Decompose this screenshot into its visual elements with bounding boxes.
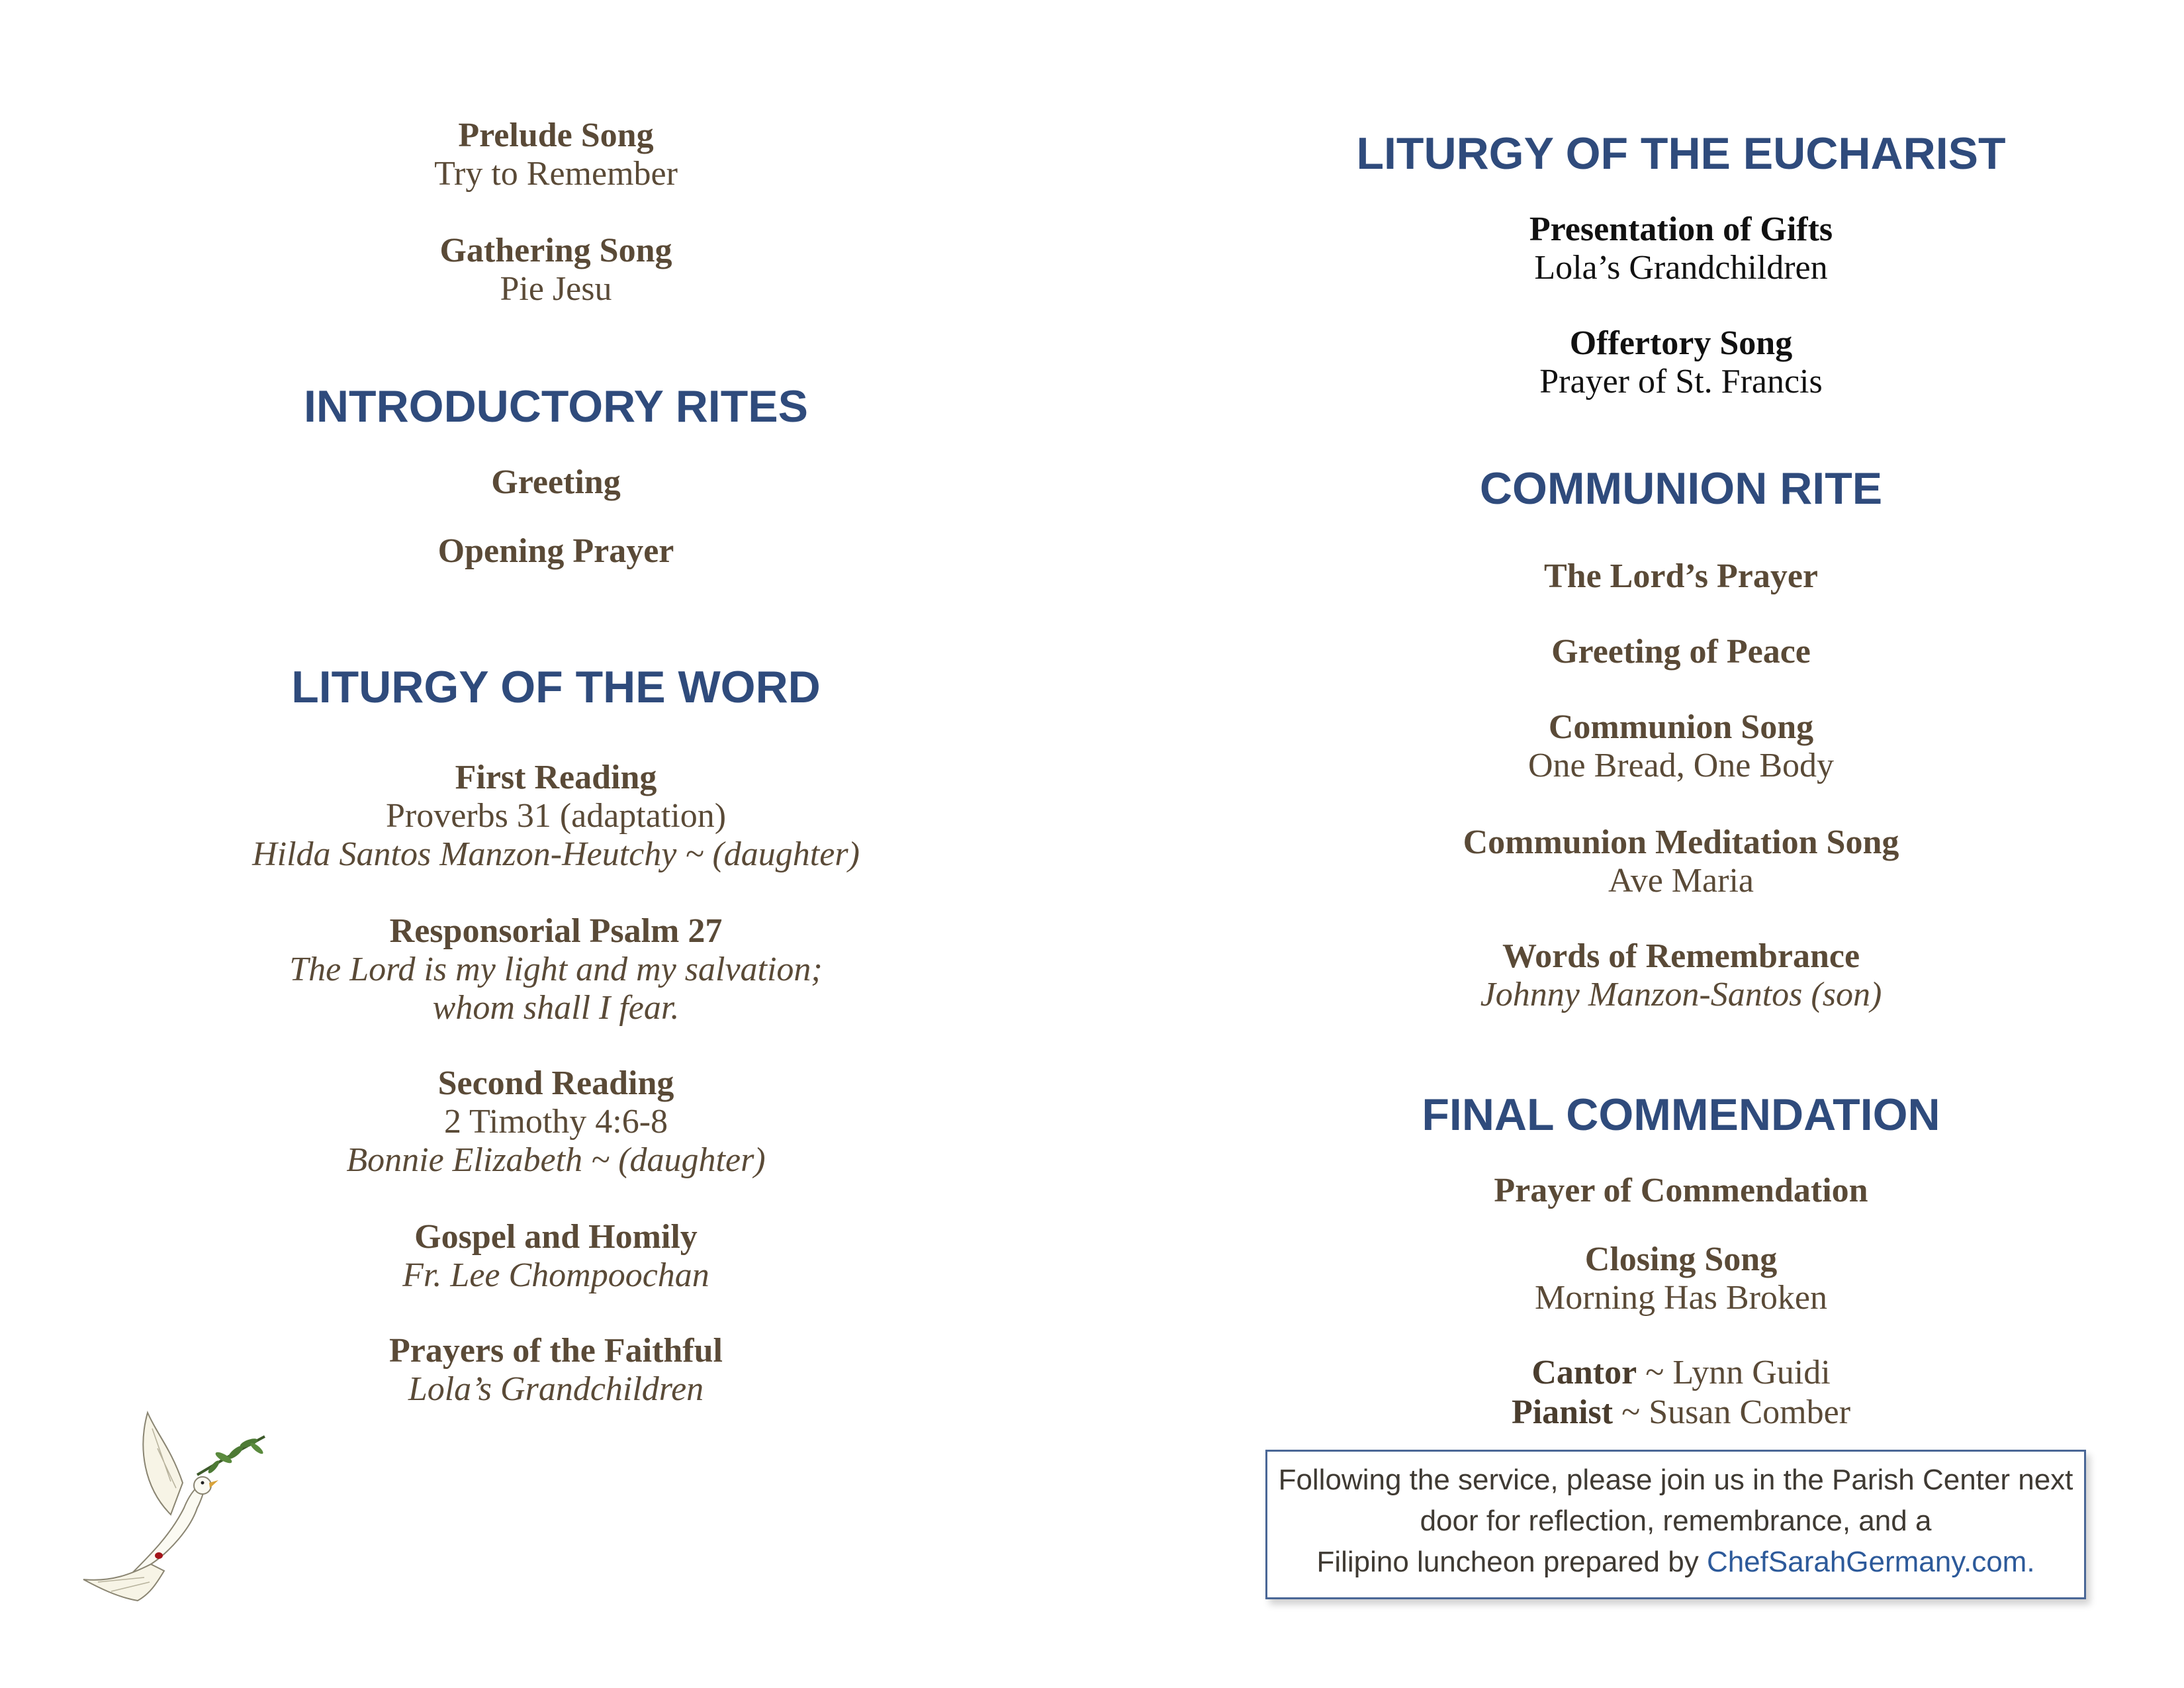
psalm-title: Responsorial Psalm 27 <box>389 912 723 950</box>
opening-prayer: Opening Prayer <box>437 532 674 570</box>
cantor-name: ~ Lynn Guidi <box>1645 1354 1831 1391</box>
closing-song <box>1218 1241 2144 1317</box>
reception-notice-box <box>1265 1450 2086 1599</box>
final-commendation-heading: FINAL COMMENDATION <box>1422 1090 1940 1140</box>
liturgy-of-word-heading: LITURGY OF THE WORD <box>291 662 821 712</box>
second-reading-reader: Bonnie Elizabeth ~ (daughter) <box>346 1141 766 1179</box>
prayer-of-commendation: Prayer of Commendation <box>1494 1172 1868 1209</box>
communion-song-subtitle: One Bread, One Body <box>1527 747 1835 784</box>
first-reading-passage: Proverbs 31 (adaptation) <box>385 797 727 835</box>
chef-website-link[interactable]: ChefSarahGermany.com <box>1706 1546 2027 1578</box>
responsorial-psalm <box>126 912 986 1027</box>
meditation-subtitle: Ave Maria <box>1608 862 1754 900</box>
psalm-line-2: whom shall I fear. <box>432 989 680 1027</box>
second-reading-title: Second Reading <box>437 1064 674 1102</box>
remembrance-title: Words of Remembrance <box>1502 937 1860 975</box>
second-reading-passage: 2 Timothy 4:6-8 <box>443 1103 668 1141</box>
gospel-homily <box>126 1218 986 1295</box>
first-reading-title: First Reading <box>455 759 657 796</box>
offertory-song <box>1218 324 2144 401</box>
first-reading-reader: Hilda Santos Manzon-Heutchy ~ (daughter) <box>252 835 860 873</box>
communion-meditation-song <box>1218 823 2144 900</box>
prelude-title: Prelude Song <box>458 117 654 154</box>
pianist-label: Pianist <box>1511 1393 1614 1431</box>
closing-subtitle: Morning Has Broken <box>1535 1279 1827 1317</box>
prelude-song <box>126 117 986 193</box>
notice-line-1: Following the service, please join us in the Parish Center next <box>1278 1464 2073 1496</box>
lords-prayer: The Lord’s Prayer <box>1544 557 1818 595</box>
words-of-remembrance <box>1218 937 2144 1014</box>
gifts-title: Presentation of Gifts <box>1529 211 1833 248</box>
gospel-reader: Fr. Lee Chompoochan <box>402 1256 709 1294</box>
gathering-subtitle: Pie Jesu <box>500 270 612 308</box>
introductory-rites-heading: INTRODUCTORY RITES <box>304 381 808 432</box>
first-reading <box>126 759 986 874</box>
notice-line-2: door for reflection, remembrance, and a <box>1420 1505 1932 1537</box>
gathering-song <box>126 232 986 308</box>
prayers-of-faithful <box>126 1332 986 1409</box>
pianist-name: ~ Susan Comber <box>1621 1393 1851 1431</box>
presentation-of-gifts <box>1218 211 2144 287</box>
cantor-line <box>1218 1353 2144 1393</box>
gathering-title: Gathering Song <box>439 232 672 269</box>
notice-line-3-prefix: Filipino luncheon prepared by <box>1316 1546 1707 1578</box>
gospel-title: Gospel and Homily <box>414 1218 698 1256</box>
gifts-subtitle: Lola’s Grandchildren <box>1534 249 1828 287</box>
communion-song <box>1218 708 2144 785</box>
greeting-of-peace: Greeting of Peace <box>1551 633 1811 671</box>
dove-with-olive-branch-icon <box>71 1409 270 1607</box>
cantor-label: Cantor <box>1531 1354 1637 1391</box>
psalm-line-1: The Lord is my light and my salvation; <box>289 951 823 988</box>
faithful-title: Prayers of the Faithful <box>388 1332 723 1370</box>
pianist-line <box>1218 1393 2144 1432</box>
faithful-reader: Lola’s Grandchildren <box>408 1370 704 1408</box>
communion-song-title: Communion Song <box>1548 708 1814 746</box>
prelude-subtitle: Try to Remember <box>434 155 678 193</box>
music-credits <box>1218 1353 2144 1432</box>
remembrance-reader: Johnny Manzon-Santos (son) <box>1480 976 1882 1013</box>
greeting: Greeting <box>491 463 621 501</box>
notice-line-3-suffix: . <box>2026 1546 2035 1578</box>
offertory-title: Offertory Song <box>1569 324 1793 362</box>
offertory-subtitle: Prayer of St. Francis <box>1539 363 1823 400</box>
second-reading <box>126 1064 986 1180</box>
liturgy-of-eucharist-heading: LITURGY OF THE EUCHARIST <box>1356 128 2006 179</box>
meditation-title: Communion Meditation Song <box>1463 823 1899 861</box>
closing-title: Closing Song <box>1584 1241 1778 1278</box>
notice-line-3 <box>1267 1542 2084 1583</box>
communion-rite-heading: COMMUNION RITE <box>1479 463 1883 514</box>
